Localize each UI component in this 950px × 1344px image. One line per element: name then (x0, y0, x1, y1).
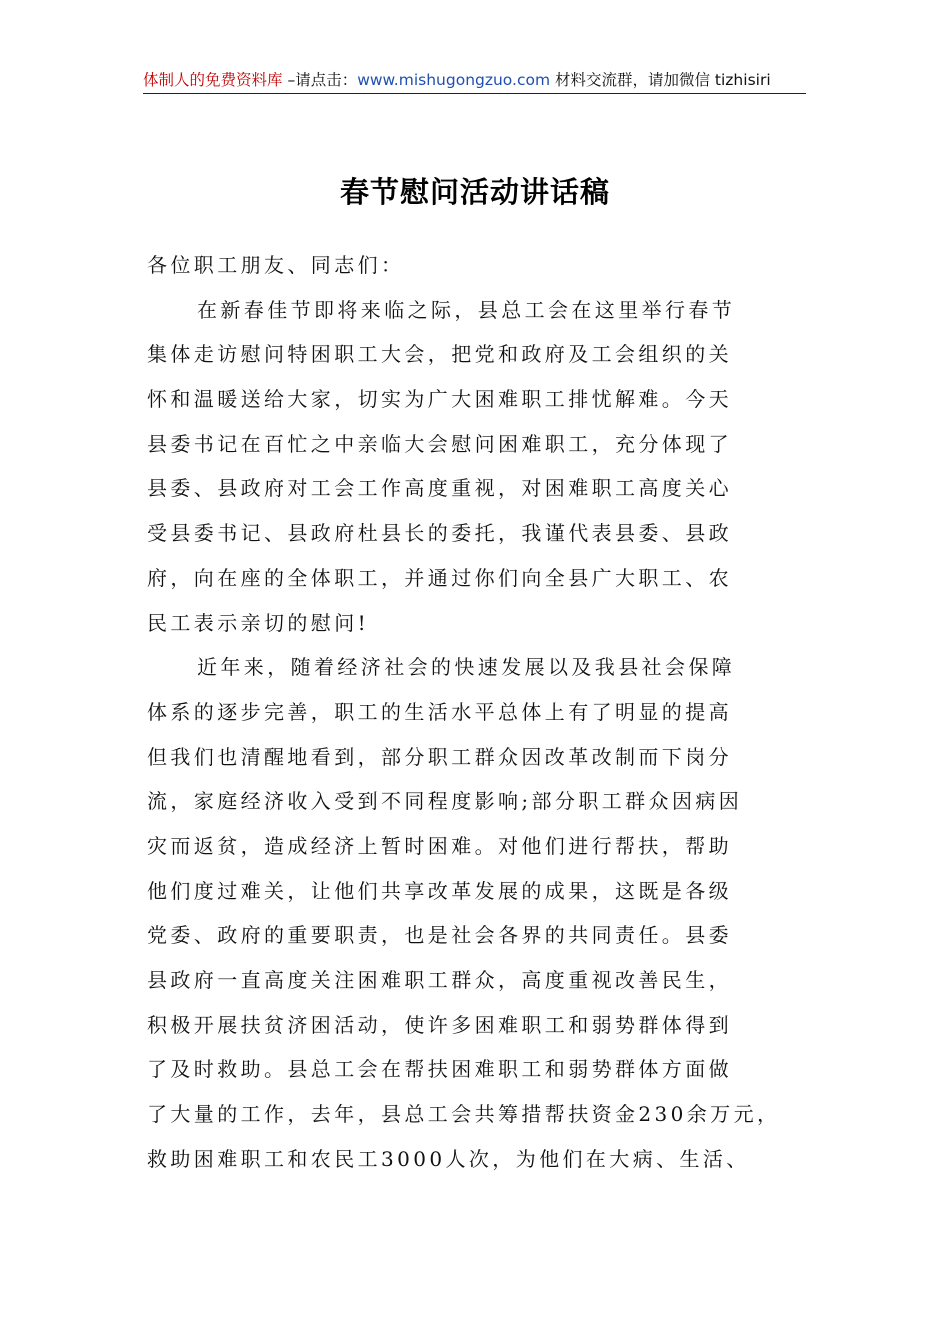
body-line: 他们度过难关，让他们共享改革发展的成果，这既是各级 (147, 878, 732, 903)
banner-brand: 体制人的免费资料库 (143, 71, 283, 89)
body-line: 但我们也清醒地看到，部分职工群众因改革改制而下岗分 (147, 744, 732, 769)
body-line: 了及时救助。县总工会在帮扶困难职工和弱势群体方面做 (147, 1057, 732, 1082)
body-line: 在新春佳节即将来临之际，县总工会在这里举行春节 (197, 297, 736, 322)
body-line: 灾而返贫，造成经济上暂时困难。对他们进行帮扶，帮助 (147, 833, 732, 858)
site-banner (143, 66, 806, 94)
body-line: 积极开展扶贫济困活动，使许多困难职工和弱势群体得到 (147, 1012, 732, 1037)
body-line: 县委书记在百忙之中亲临大会慰问困难职工，充分体现了 (147, 431, 732, 456)
body-line: 党委、政府的重要职责，也是社会各界的共同责任。县委 (147, 923, 732, 948)
body-line: 怀和温暖送给大家，切实为广大困难职工排忧解难。今天 (147, 387, 732, 412)
salutation-line: 各位职工朋友、同志们： (147, 253, 405, 277)
body-line: 体系的逐步完善，职工的生活水平总体上有了明显的提高 (147, 699, 732, 724)
body-line: 民工表示亲切的慰问! (147, 610, 370, 635)
header-divider (143, 93, 806, 94)
body-line: 了大量的工作，去年，县总工会共筹措帮扶资金230余万元， (147, 1102, 781, 1127)
body-line: 县委、县政府对工会工作高度重视，对困难职工高度关心 (147, 476, 732, 501)
body-line: 集体走访慰问特困职工大会，把党和政府及工会组织的关 (147, 342, 732, 367)
body-line: 流，家庭经济收入受到不同程度影响;部分职工群众因病因 (147, 789, 743, 814)
banner-url-link[interactable]: www.mishugongzuo.com (357, 71, 551, 89)
body-line: 县政府一直高度关注困难职工群众，高度重视改善民生， (147, 968, 732, 992)
body-line: 近年来，随着经济社会的快速发展以及我县社会保障 (197, 655, 736, 680)
banner-contact: 材料交流群，请加微信 tizhisiri (550, 71, 771, 89)
body-line: 救助困难职工和农民工3000人次，为他们在大病、生活、 (147, 1146, 750, 1171)
document-body (147, 243, 817, 1181)
banner-prompt: –请点击： (282, 71, 358, 89)
body-line: 受县委书记、县政府杜县长的委托，我谨代表县委、县政 (147, 521, 732, 546)
document-title: 春节慰问活动讲话稿 (339, 175, 610, 209)
body-line: 府，向在座的全体职工，并通过你们向全县广大职工、农 (147, 565, 732, 590)
